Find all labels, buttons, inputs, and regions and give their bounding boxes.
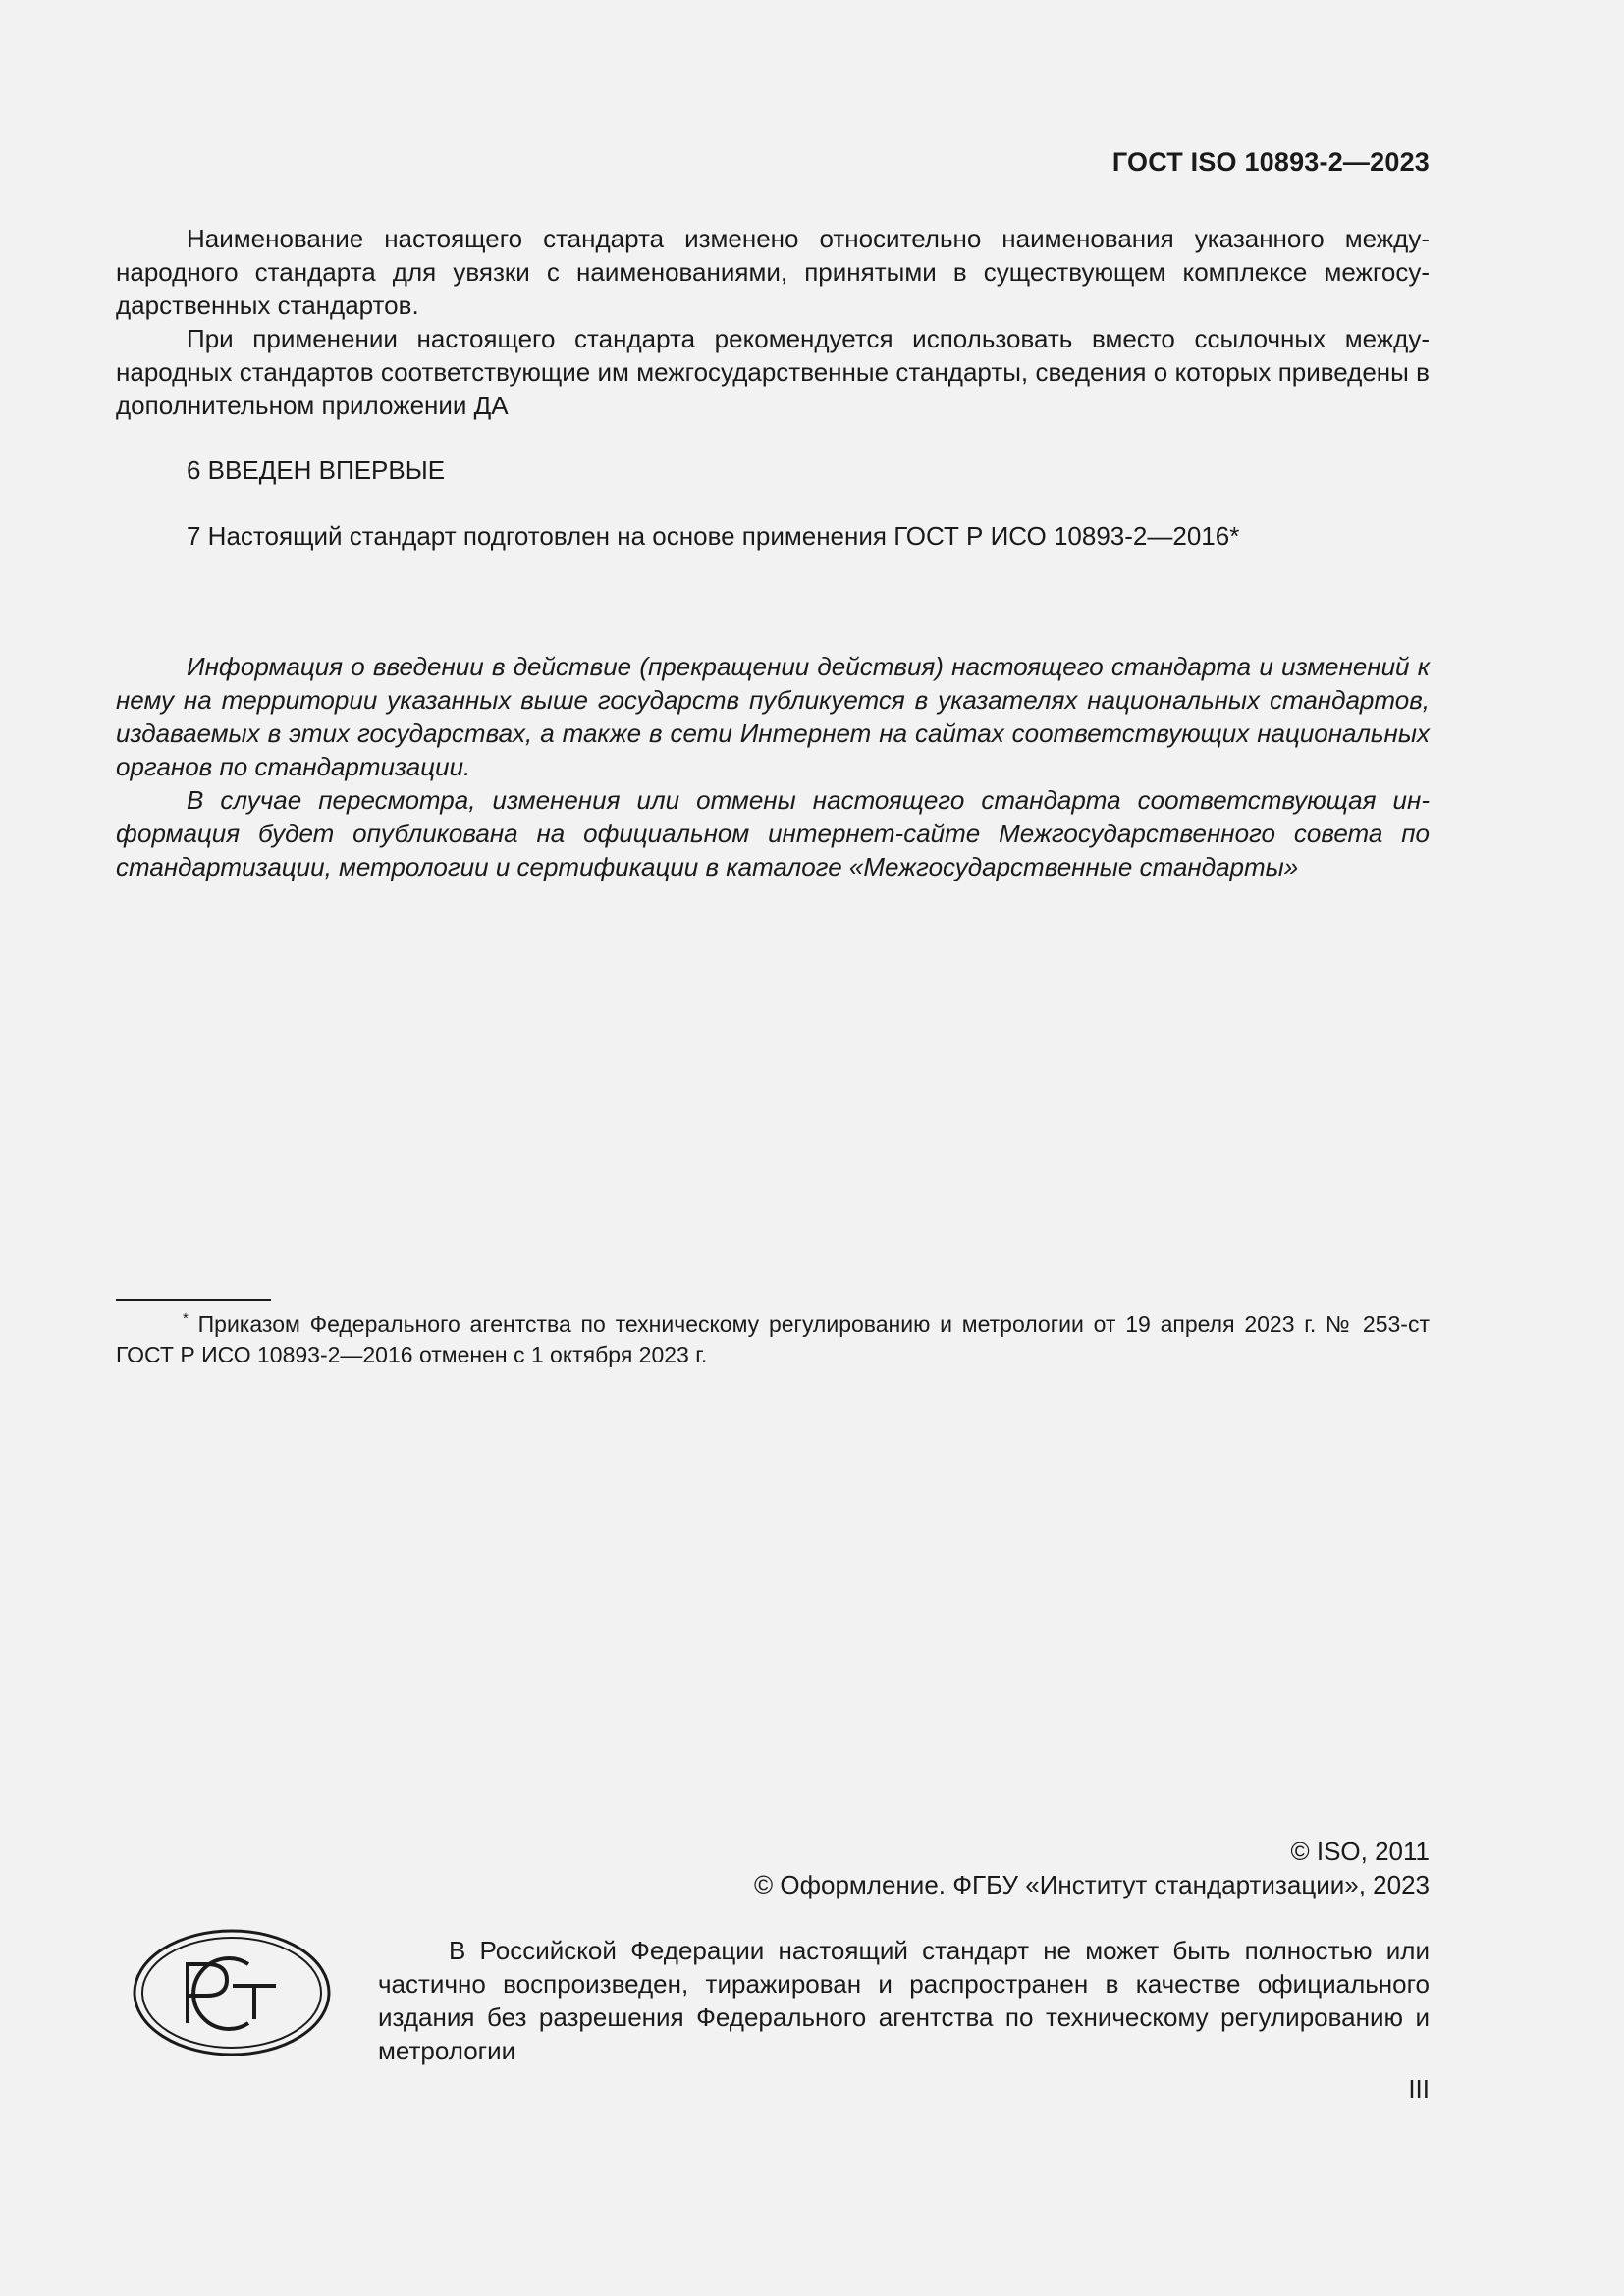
- footnote-text: Приказом Федерального агентства по техническому регулированию и метрологии от 19 апреля 2023 г. № 253-ст ГОСТ Р ИСО 10893-2—2016 отменен с 1 октября 2023 г.: [116, 1311, 1430, 1367]
- reproduction-notice: В Российской Федерации настоящий стандарт не может быть полностью или частично воспроизведен, тиражирован и распространен в качестве официального издания без разрешения Федерального агентства по техническому регулированию и метрологии: [378, 1936, 1430, 2065]
- item-7: [116, 519, 1430, 553]
- intro-paragraph-name-change: Наименование настоящего стандарта изменено относительно наименования указанного международного стандарта для увязки с наименованиями, принятыми в существующем комплексе межгосударственных стандартов.: [116, 224, 1430, 320]
- copyright-block: [754, 1835, 1430, 1901]
- rst-certification-mark-icon: [131, 1927, 333, 2058]
- page-number: III: [1408, 2074, 1430, 2104]
- intro-paragraph-references: При применении настоящего стандарта рекомендуется использовать вместо ссылочных международных стандартов соответствующие им межгосударственные стандарты, сведения о которых приведены в дополнительном приложении ДА: [116, 324, 1430, 420]
- item-prepared-basis: 7 Настоящий стандарт подготовлен на основе применения ГОСТ Р ИСО 10893-2—2016*: [187, 521, 1240, 551]
- intro-section: [116, 222, 1430, 422]
- info-paragraph-revision: В случае пересмотра, изменения или отмены настоящего стандарта соответствующая информация будет опубликована на официальном интернет-сайте Межгосударственного совета по стандартизации, метрологии и сертификации в каталоге «Межгосударственные стандарты»: [116, 785, 1430, 881]
- item-introduced-first-time: 6 ВВЕДЕН ВПЕРВЫЕ: [187, 455, 446, 485]
- info-paragraph-publication: Информация о введении в действие (прекращении действия) настоящего стандарта и изменений к нему на территории указанных выше государств публикуется в указателях национальных стандартов, издаваемых в этих государствах, а также в сети Интернет на сайтах соответствующих национальных органов по стандартизации.: [116, 652, 1430, 781]
- item-6: [116, 454, 1430, 487]
- footnote-divider: [116, 1299, 271, 1301]
- info-section: [116, 650, 1430, 883]
- footnote-marker: *: [183, 1310, 189, 1327]
- copyright-iso: © ISO, 2011: [1290, 1837, 1430, 1866]
- footnote: [116, 1304, 1430, 1370]
- copyright-design: © Оформление. ФГБУ «Институт стандартизации», 2023: [754, 1870, 1430, 1899]
- standard-code-header: ГОСТ ISO 10893-2—2023: [1111, 147, 1430, 177]
